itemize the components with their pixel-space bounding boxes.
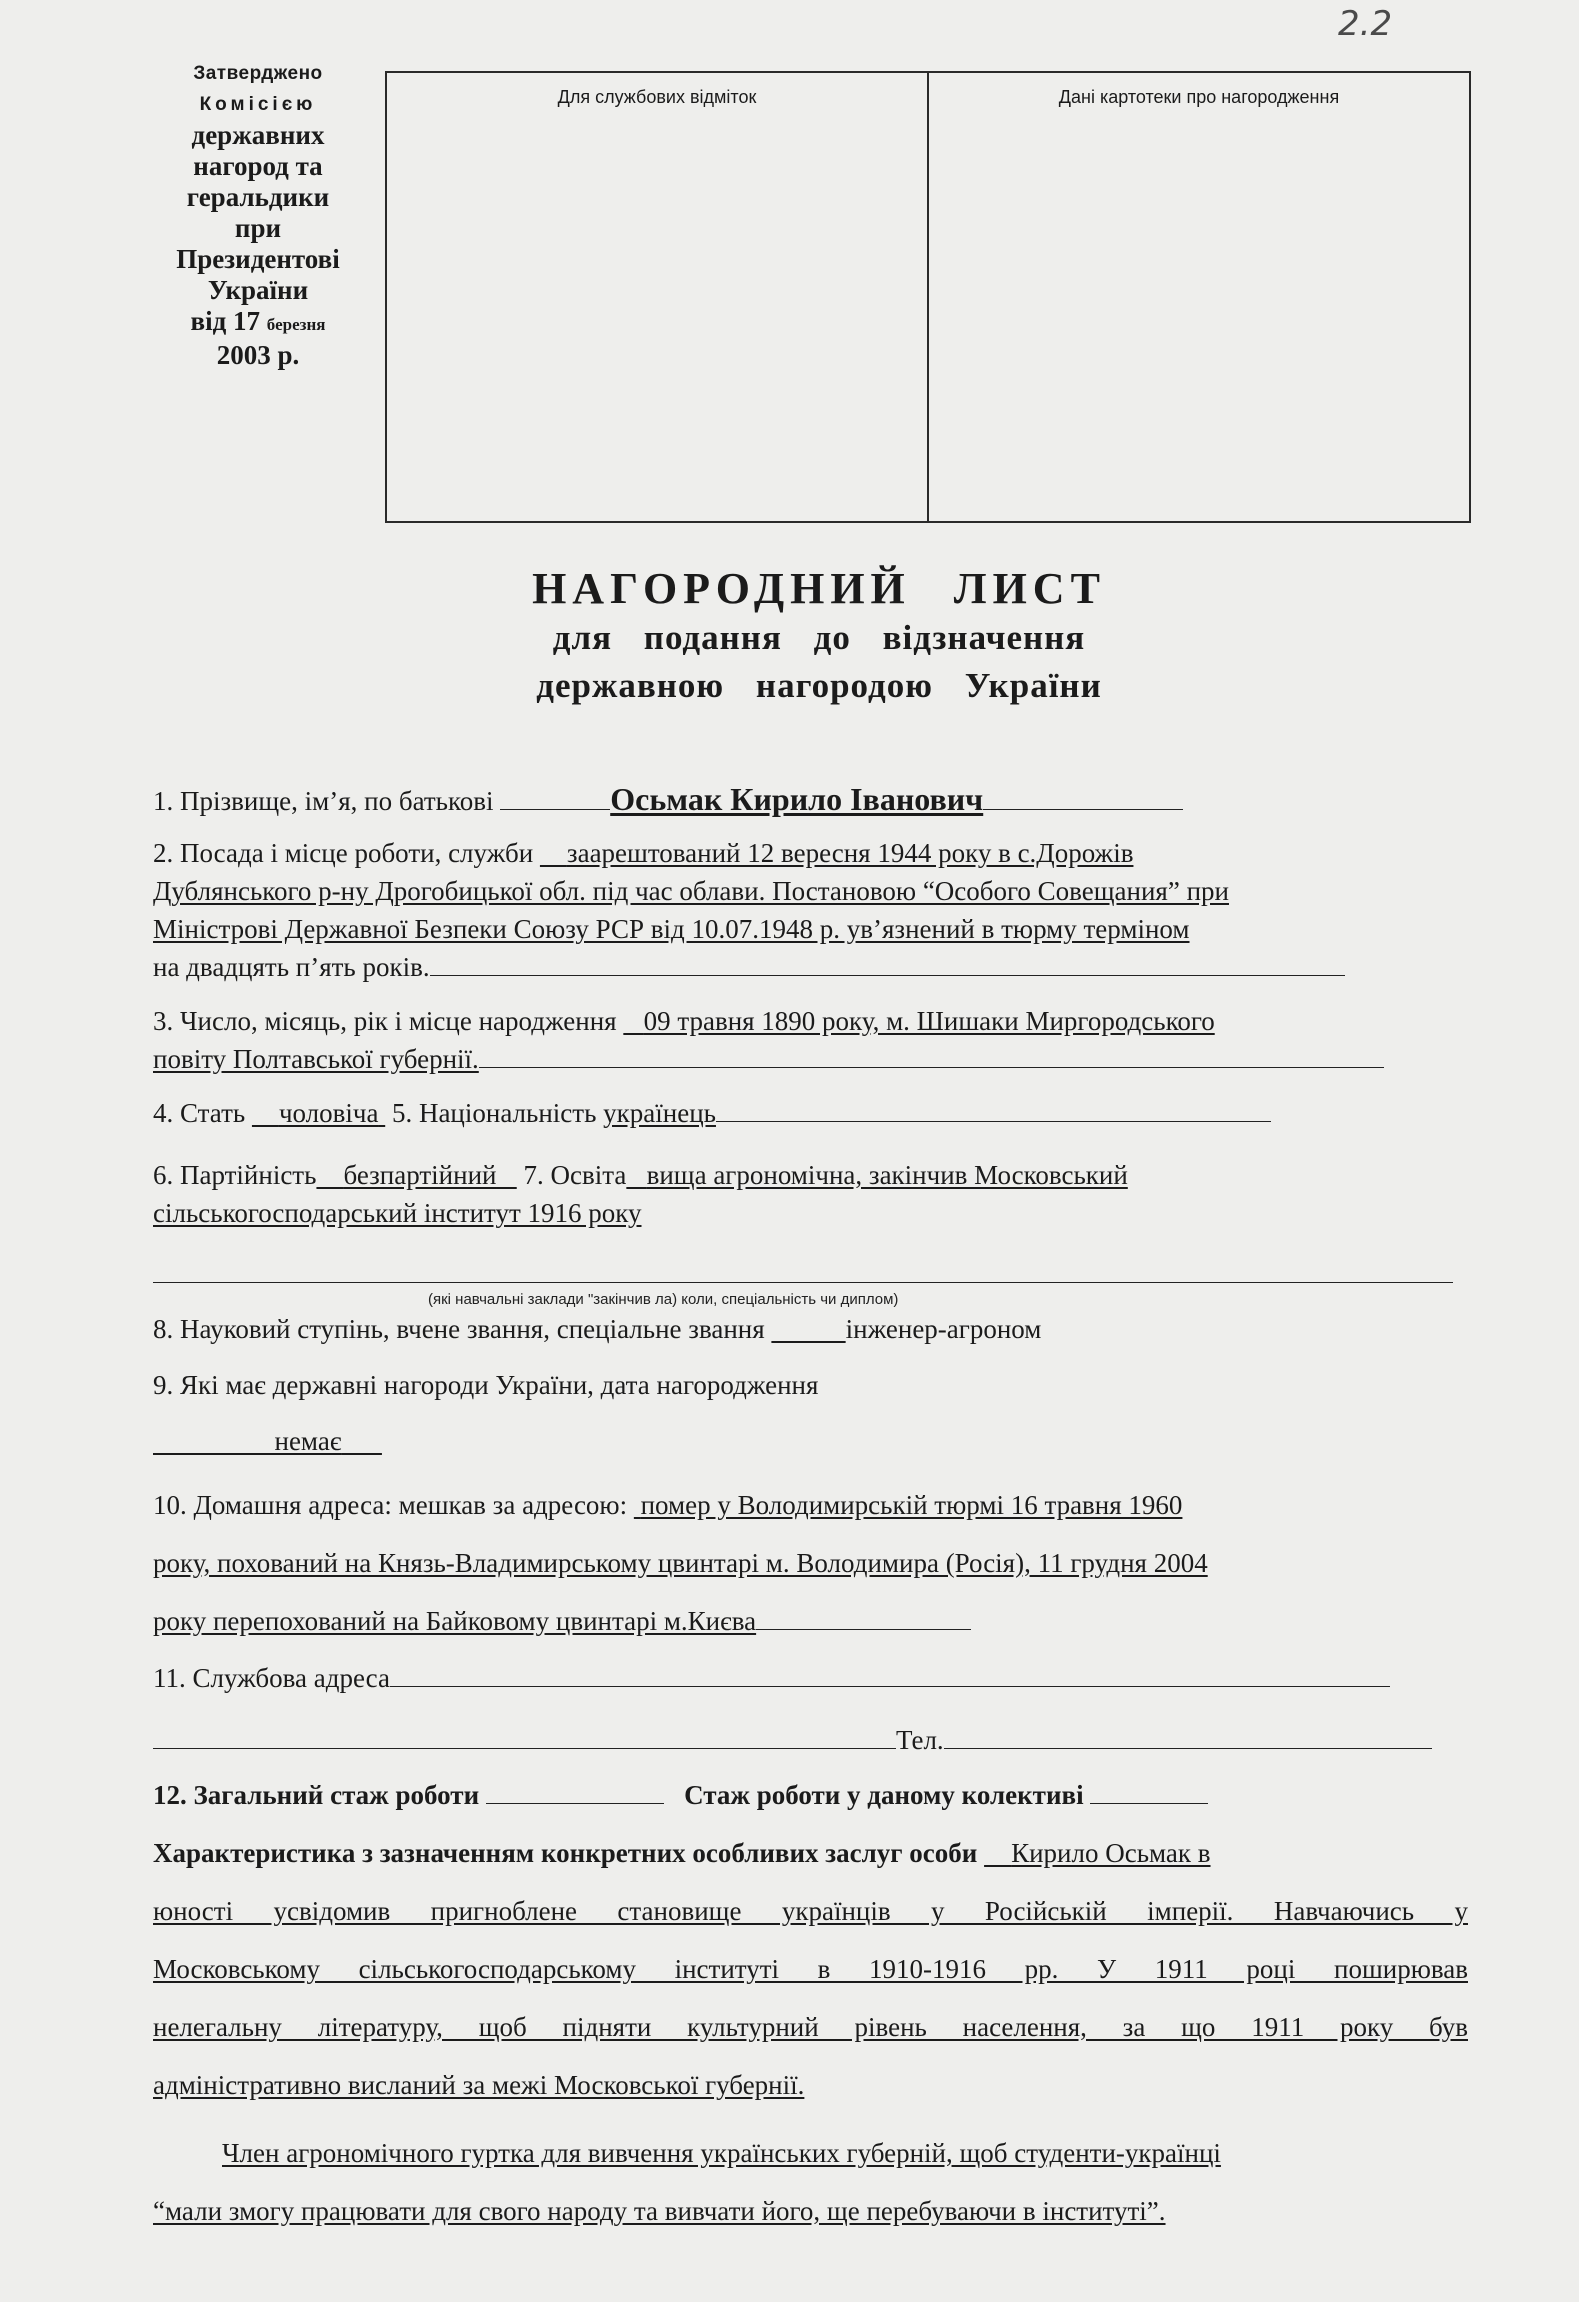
field-position xyxy=(153,838,1468,869)
blank-line xyxy=(983,787,1183,810)
approval-line: Комісією xyxy=(199,94,317,115)
approval-line: Затверджено xyxy=(193,63,323,84)
nationality-value: українець xyxy=(603,1098,716,1128)
birth-value-line: повіту Полтавської губернії. xyxy=(153,1044,479,1074)
education-value-line: сільськогосподарський інститут 1916 року xyxy=(153,1198,642,1228)
characteristic-line: Член агрономічного гуртка для вивчення українських губерній, щоб студенти-українці xyxy=(222,2138,1221,2168)
approval-line: при xyxy=(234,213,282,243)
blank-line xyxy=(500,787,610,810)
service-marks-cell: Для службових відміток xyxy=(557,87,757,107)
field-label: 2. Посада і місце роботи, служби xyxy=(153,838,534,868)
approval-line: України xyxy=(207,275,309,305)
approval-date-month: березня xyxy=(266,315,326,334)
field-label: 11. Службова адреса xyxy=(153,1663,390,1693)
field-full-name xyxy=(153,781,1468,817)
birth-value xyxy=(623,1006,1214,1036)
field-work-experience xyxy=(153,1780,1468,1811)
approval-date xyxy=(140,306,376,340)
position-value-line: на двадцять п’ять років. xyxy=(153,952,430,982)
approval-line: нагород та xyxy=(193,151,323,181)
blank-line xyxy=(486,1781,664,1804)
characteristic-value xyxy=(984,1838,1210,1868)
field-label: 6. Партійність xyxy=(153,1160,317,1190)
blank-line xyxy=(390,1664,1390,1687)
awards-value-line xyxy=(153,1426,1468,1457)
blank-line xyxy=(1090,1781,1208,1804)
blank-line xyxy=(944,1726,1432,1749)
characteristic-heading xyxy=(153,1838,1468,1869)
home-address-line: року, похований на Князь-Владимирському цвинтарі м. Володимира (Росія), 11 грудня 2004 xyxy=(153,1548,1208,1578)
field-label: 10. Домашня адреса: мешкав за адресою: xyxy=(153,1490,628,1520)
home-address-line: року перепохований на Байковому цвинтарі м.Києва xyxy=(153,1606,757,1636)
education-hint: (які навчальні заклади "закінчив ла) коли, спеціальність чи диплом) xyxy=(428,1291,899,1308)
education-value xyxy=(626,1160,1127,1190)
field-label: Стаж роботи у даному колективі xyxy=(684,1780,1084,1810)
birth-value-last-line xyxy=(153,1044,1468,1075)
characteristic-line: “мали змогу працювати для свого народу та вивчати його, ще перебуваючи в інституті”. xyxy=(153,2196,1166,2226)
blank-line xyxy=(716,1099,1271,1122)
blank-line xyxy=(430,953,1345,976)
position-value xyxy=(540,838,1134,868)
field-work-address xyxy=(153,1663,1468,1694)
approval-block xyxy=(140,58,376,371)
blank-line xyxy=(756,1607,971,1630)
phone-line xyxy=(153,1725,1468,1756)
awards-value-text: немає xyxy=(274,1426,342,1456)
official-marks-box xyxy=(385,71,1471,523)
characteristic-line: юності усвідомив пригноблене становище українців у Російській імперії. Навчаючись у xyxy=(153,1896,1468,1926)
approval-line: державних xyxy=(191,120,325,150)
field-label: 1. Прізвище, ім’я, по батькові xyxy=(153,786,494,816)
field-label: 5. Національність xyxy=(391,1098,597,1128)
field-label: 4. Стать xyxy=(153,1098,246,1128)
degree-value xyxy=(771,1314,845,1344)
characteristic-line: нелегальну літературу, щоб підняти культурний рівень населення, за що 1911 року був xyxy=(153,2012,1468,2042)
page-number: 2.2 xyxy=(1338,4,1393,44)
education-extra-line xyxy=(153,1282,1453,1283)
award-records-cell: Дані картотеки про нагородження xyxy=(927,73,1469,521)
awards-value xyxy=(153,1426,382,1456)
field-birth xyxy=(153,1006,1468,1037)
approval-line: Президентові xyxy=(176,244,340,274)
phone-label: Тел. xyxy=(896,1725,944,1755)
field-label: 8. Науковий ступінь, вчене звання, спеціальне звання xyxy=(153,1314,765,1344)
characteristic-line: адміністративно висланий за межі Московської губернії. xyxy=(153,2070,805,2100)
blank-line xyxy=(153,1726,896,1749)
position-value-line: Міністрові Державної Безпеки Союзу РСР від 10.07.1948 р. ув’язнений в тюрму терміном xyxy=(153,914,1190,944)
approval-date-day: від 17 xyxy=(190,306,261,336)
approval-line: геральдики xyxy=(186,182,330,212)
characteristic-text: Кирило Осьмак в xyxy=(1011,1838,1211,1868)
birth-value-line: 09 травня 1890 року, м. Шишаки Миргородського xyxy=(643,1006,1215,1036)
field-label: 3. Число, місяць, рік і місце народження xyxy=(153,1006,617,1036)
sex-value xyxy=(252,1098,385,1128)
approval-year: 2003 р. xyxy=(216,340,300,370)
position-value-last-line xyxy=(153,952,1468,983)
home-address-value xyxy=(634,1490,1183,1520)
field-degree xyxy=(153,1314,1468,1345)
position-value-line: заарештований 12 вересня 1944 року в с.Дорожів xyxy=(566,838,1134,868)
field-sex-nationality xyxy=(153,1098,1468,1129)
characteristic-label: Характеристика з зазначенням конкретних особливих заслуг особи xyxy=(153,1838,978,1868)
education-value-line: вища агрономічна, закінчив Московський xyxy=(646,1160,1128,1190)
field-awards xyxy=(153,1370,1468,1401)
blank-line xyxy=(479,1045,1384,1068)
home-address-last-line xyxy=(153,1606,1468,1637)
field-label: 9. Які має державні нагороди України, дата нагородження xyxy=(153,1370,819,1400)
sex-value-text: чоловіча xyxy=(278,1098,379,1128)
home-address-line: помер у Володимирській тюрмі 16 травня 1960 xyxy=(640,1490,1183,1520)
field-label: 7. Освіта xyxy=(523,1160,627,1190)
full-name-value: Осьмак Кирило Іванович xyxy=(610,781,984,817)
document-subtitle: для подання до відзначення xyxy=(552,618,1086,657)
document-title: НАГОРОДНИЙ ЛИСТ xyxy=(532,564,1106,613)
document-subtitle: державною нагородою України xyxy=(536,666,1102,705)
position-value-line: Дублянського р-ну Дрогобицької обл. під час облави. Постановою “Особого Совещания” при xyxy=(153,876,1229,906)
degree-value-text: інженер-агроном xyxy=(845,1314,1042,1344)
field-label: 12. Загальний стаж роботи xyxy=(153,1780,480,1810)
field-home-address xyxy=(153,1490,1468,1521)
party-value xyxy=(316,1160,516,1190)
field-party-education xyxy=(153,1160,1468,1191)
party-value-text: безпартійний xyxy=(343,1160,497,1190)
characteristic-line: Московському сільськогосподарському інституті в 1910-1916 рр. У 1911 році поширював xyxy=(153,1954,1468,1984)
